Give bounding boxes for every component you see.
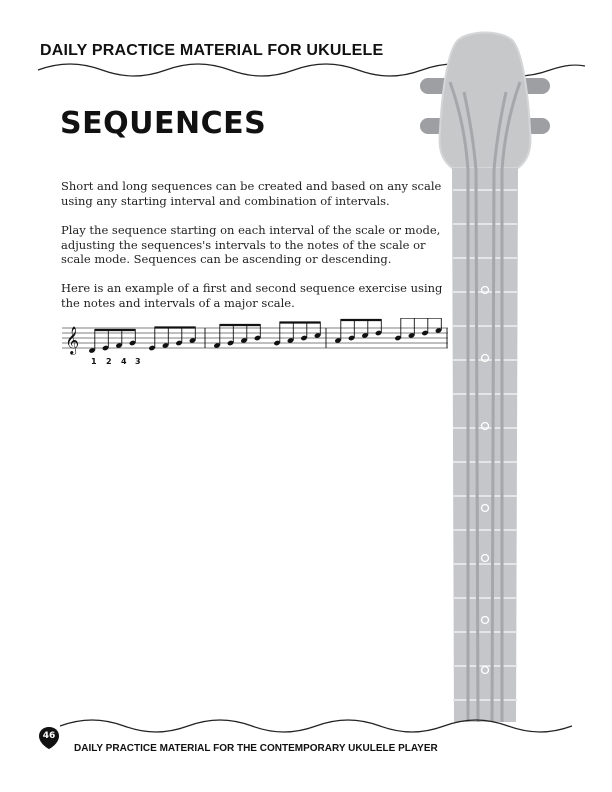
treble-clef-icon: 𝄞 — [65, 326, 80, 354]
fingering-number: 1 — [91, 357, 97, 366]
footer-title: DAILY PRACTICE MATERIAL FOR THE CONTEMPORARY UKULELE PLAYER — [74, 743, 438, 754]
music-staff — [62, 318, 452, 368]
instruction-paragraph: Play the sequence starting on each interval of the scale or mode, adjusting the sequences's intervals to the notes of the scale or scale mode. Sequences can be ascending or descending. — [61, 223, 441, 266]
intro-paragraph: Short and long sequences can be created and based on any scale using any starting interval and combination of intervals. — [61, 179, 442, 208]
page-number: 46 — [42, 731, 56, 741]
example-paragraph: Here is an example of a first and second sequence exercise using the notes and intervals of a major scale. — [61, 281, 443, 310]
header-title: DAILY PRACTICE MATERIAL FOR UKULELE — [40, 42, 384, 59]
fingering-numbers — [91, 357, 141, 366]
bottom-wave-divider — [0, 716, 612, 736]
notes — [88, 318, 442, 354]
fingering-number: 2 — [106, 357, 112, 366]
section-heading: SEQUENCES — [60, 106, 267, 141]
headstock — [440, 33, 531, 169]
ukulele-neck-illustration — [400, 30, 570, 722]
fretboard — [452, 168, 518, 722]
fingering-number: 4 — [121, 357, 127, 366]
fingering-number: 3 — [135, 357, 141, 366]
